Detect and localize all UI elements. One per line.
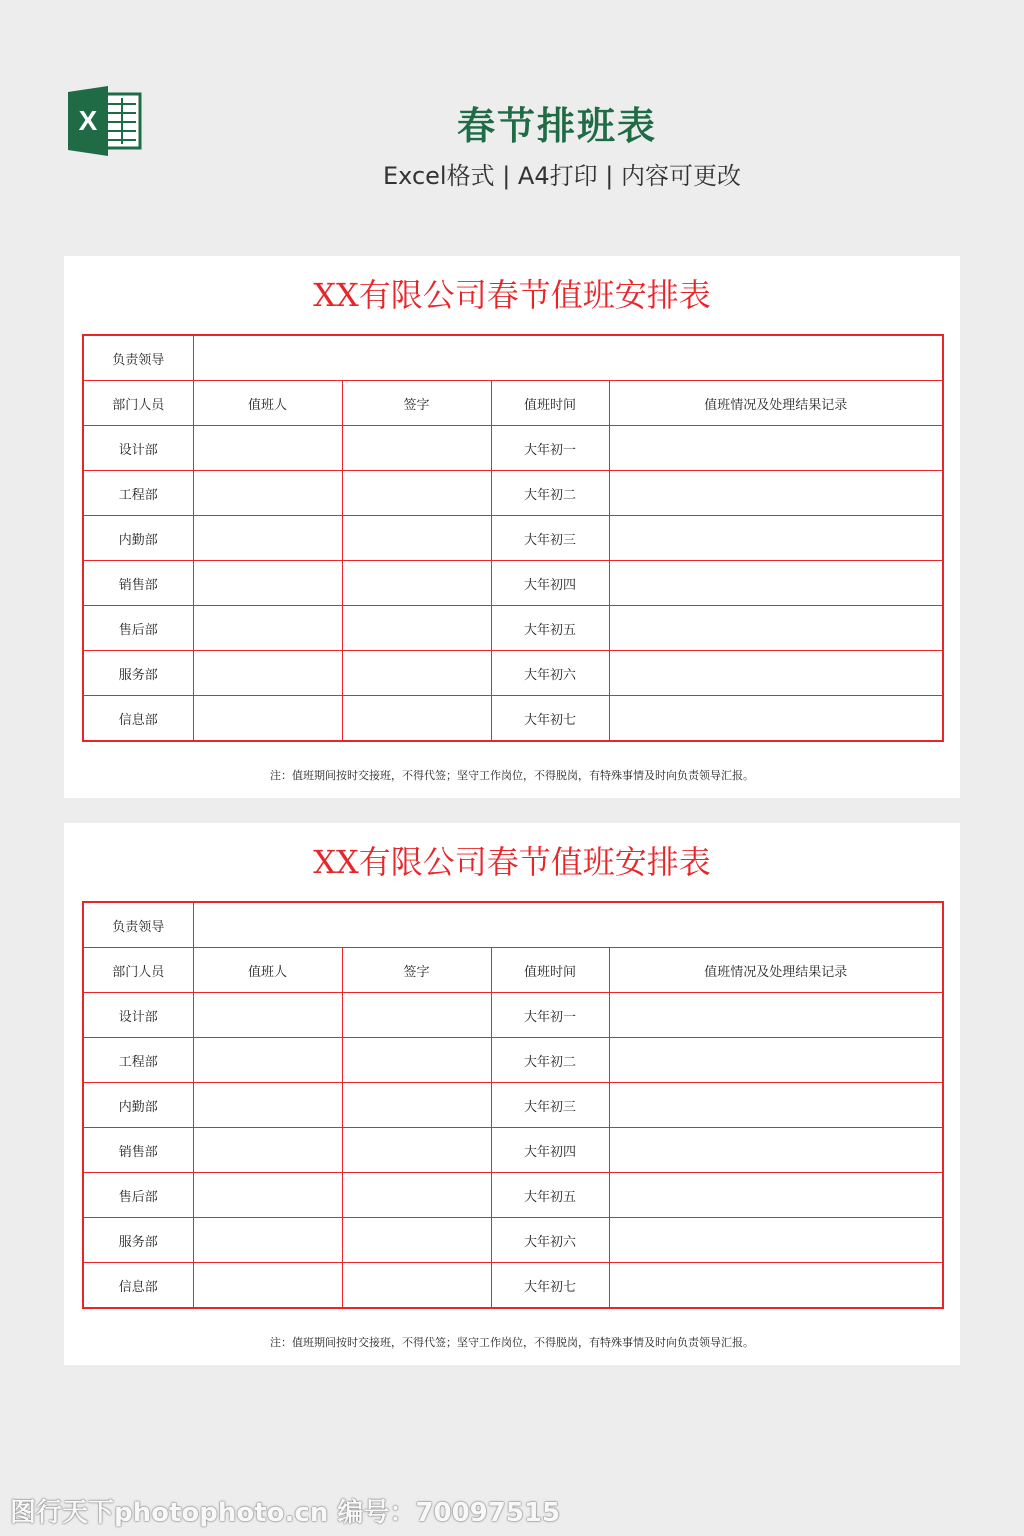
sheet-title: XX有限公司春节值班安排表 xyxy=(313,843,711,881)
sheet-title: XX有限公司春节值班安排表 xyxy=(313,276,711,314)
dept-cell: 内勤部 xyxy=(83,516,193,561)
signature-cell[interactable] xyxy=(342,1263,491,1309)
dept-cell: 工程部 xyxy=(83,1038,193,1083)
duty-person-cell[interactable] xyxy=(193,993,342,1038)
sheet-note: 注：值班期间按时交接班，不得代签；坚守工作岗位，不得脱岗，有特殊事情及时向负责领导汇报。 xyxy=(270,1336,754,1349)
column-header: 值班情况及处理结果记录 xyxy=(609,948,943,993)
column-header: 部门人员 xyxy=(83,381,193,426)
record-cell[interactable] xyxy=(609,993,943,1038)
table-row xyxy=(83,1083,943,1128)
signature-cell[interactable] xyxy=(342,1128,491,1173)
date-cell: 大年初三 xyxy=(491,1083,609,1128)
record-cell[interactable] xyxy=(609,1263,943,1309)
leader-value-cell[interactable] xyxy=(193,902,943,948)
signature-cell[interactable] xyxy=(342,561,491,606)
date-cell: 大年初一 xyxy=(491,993,609,1038)
column-header: 签字 xyxy=(342,948,491,993)
dept-cell: 销售部 xyxy=(83,561,193,606)
table-row xyxy=(83,606,943,651)
duty-person-cell[interactable] xyxy=(193,1263,342,1309)
dept-cell: 服务部 xyxy=(83,651,193,696)
table-row xyxy=(83,1218,943,1263)
schedule-table xyxy=(82,334,944,742)
leader-row xyxy=(83,902,943,948)
duty-person-cell[interactable] xyxy=(193,651,342,696)
table-row xyxy=(83,426,943,471)
signature-cell[interactable] xyxy=(342,696,491,742)
schedule-sheet xyxy=(64,823,960,1365)
sheet-note: 注：值班期间按时交接班，不得代签；坚守工作岗位，不得脱岗，有特殊事情及时向负责领导汇报。 xyxy=(270,769,754,782)
duty-person-cell[interactable] xyxy=(193,1038,342,1083)
watermark: 图行天下photophoto.cn 编号：70097515 xyxy=(10,1498,561,1528)
dept-cell: 设计部 xyxy=(83,426,193,471)
duty-person-cell[interactable] xyxy=(193,606,342,651)
schedule-sheet xyxy=(64,256,960,798)
page-subtitle: Excel格式 | A4打印 | 内容可更改 xyxy=(383,162,741,190)
record-cell[interactable] xyxy=(609,696,943,742)
record-cell[interactable] xyxy=(609,1218,943,1263)
column-header: 值班人 xyxy=(193,381,342,426)
date-cell: 大年初七 xyxy=(491,1263,609,1309)
date-cell: 大年初五 xyxy=(491,1173,609,1218)
signature-cell[interactable] xyxy=(342,516,491,561)
record-cell[interactable] xyxy=(609,606,943,651)
dept-cell: 工程部 xyxy=(83,471,193,516)
date-cell: 大年初六 xyxy=(491,1218,609,1263)
header-row xyxy=(83,948,943,993)
date-cell: 大年初一 xyxy=(491,426,609,471)
column-header: 值班情况及处理结果记录 xyxy=(609,381,943,426)
record-cell[interactable] xyxy=(609,651,943,696)
date-cell: 大年初四 xyxy=(491,1128,609,1173)
signature-cell[interactable] xyxy=(342,651,491,696)
table-row xyxy=(83,651,943,696)
excel-logo-letter: X xyxy=(78,105,98,136)
column-header: 签字 xyxy=(342,381,491,426)
table-row xyxy=(83,696,943,742)
dept-cell: 设计部 xyxy=(83,993,193,1038)
duty-person-cell[interactable] xyxy=(193,1173,342,1218)
duty-person-cell[interactable] xyxy=(193,1218,342,1263)
table-row xyxy=(83,1263,943,1309)
table-row xyxy=(83,516,943,561)
column-header: 值班时间 xyxy=(491,381,609,426)
signature-cell[interactable] xyxy=(342,606,491,651)
dept-cell: 服务部 xyxy=(83,1218,193,1263)
duty-person-cell[interactable] xyxy=(193,516,342,561)
signature-cell[interactable] xyxy=(342,1218,491,1263)
table-row xyxy=(83,471,943,516)
dept-cell: 售后部 xyxy=(83,606,193,651)
schedule-table xyxy=(82,901,944,1309)
leader-label: 负责领导 xyxy=(83,902,193,948)
signature-cell[interactable] xyxy=(342,993,491,1038)
date-cell: 大年初四 xyxy=(491,561,609,606)
page-title: 春节排班表 xyxy=(456,104,657,148)
record-cell[interactable] xyxy=(609,1038,943,1083)
signature-cell[interactable] xyxy=(342,1083,491,1128)
table-row xyxy=(83,1038,943,1083)
column-header: 值班时间 xyxy=(491,948,609,993)
dept-cell: 内勤部 xyxy=(83,1083,193,1128)
date-cell: 大年初七 xyxy=(491,696,609,742)
date-cell: 大年初二 xyxy=(491,1038,609,1083)
column-header: 值班人 xyxy=(193,948,342,993)
signature-cell[interactable] xyxy=(342,1038,491,1083)
duty-person-cell[interactable] xyxy=(193,1083,342,1128)
signature-cell[interactable] xyxy=(342,426,491,471)
duty-person-cell[interactable] xyxy=(193,696,342,742)
record-cell[interactable] xyxy=(609,516,943,561)
dept-cell: 售后部 xyxy=(83,1173,193,1218)
record-cell[interactable] xyxy=(609,471,943,516)
signature-cell[interactable] xyxy=(342,1173,491,1218)
column-header: 部门人员 xyxy=(83,948,193,993)
table-row xyxy=(83,561,943,606)
date-cell: 大年初三 xyxy=(491,516,609,561)
record-cell[interactable] xyxy=(609,1083,943,1128)
dept-cell: 信息部 xyxy=(83,696,193,742)
dept-cell: 信息部 xyxy=(83,1263,193,1309)
leader-value-cell[interactable] xyxy=(193,335,943,381)
table-row xyxy=(83,1128,943,1173)
signature-cell[interactable] xyxy=(342,471,491,516)
date-cell: 大年初五 xyxy=(491,606,609,651)
header-row xyxy=(83,381,943,426)
date-cell: 大年初六 xyxy=(491,651,609,696)
table-row xyxy=(83,1173,943,1218)
duty-person-cell[interactable] xyxy=(193,426,342,471)
leader-row xyxy=(83,335,943,381)
duty-person-cell[interactable] xyxy=(193,1128,342,1173)
record-cell[interactable] xyxy=(609,1128,943,1173)
table-row xyxy=(83,993,943,1038)
date-cell: 大年初二 xyxy=(491,471,609,516)
record-cell[interactable] xyxy=(609,426,943,471)
record-cell[interactable] xyxy=(609,561,943,606)
record-cell[interactable] xyxy=(609,1173,943,1218)
duty-person-cell[interactable] xyxy=(193,471,342,516)
duty-person-cell[interactable] xyxy=(193,561,342,606)
leader-label: 负责领导 xyxy=(83,335,193,381)
dept-cell: 销售部 xyxy=(83,1128,193,1173)
